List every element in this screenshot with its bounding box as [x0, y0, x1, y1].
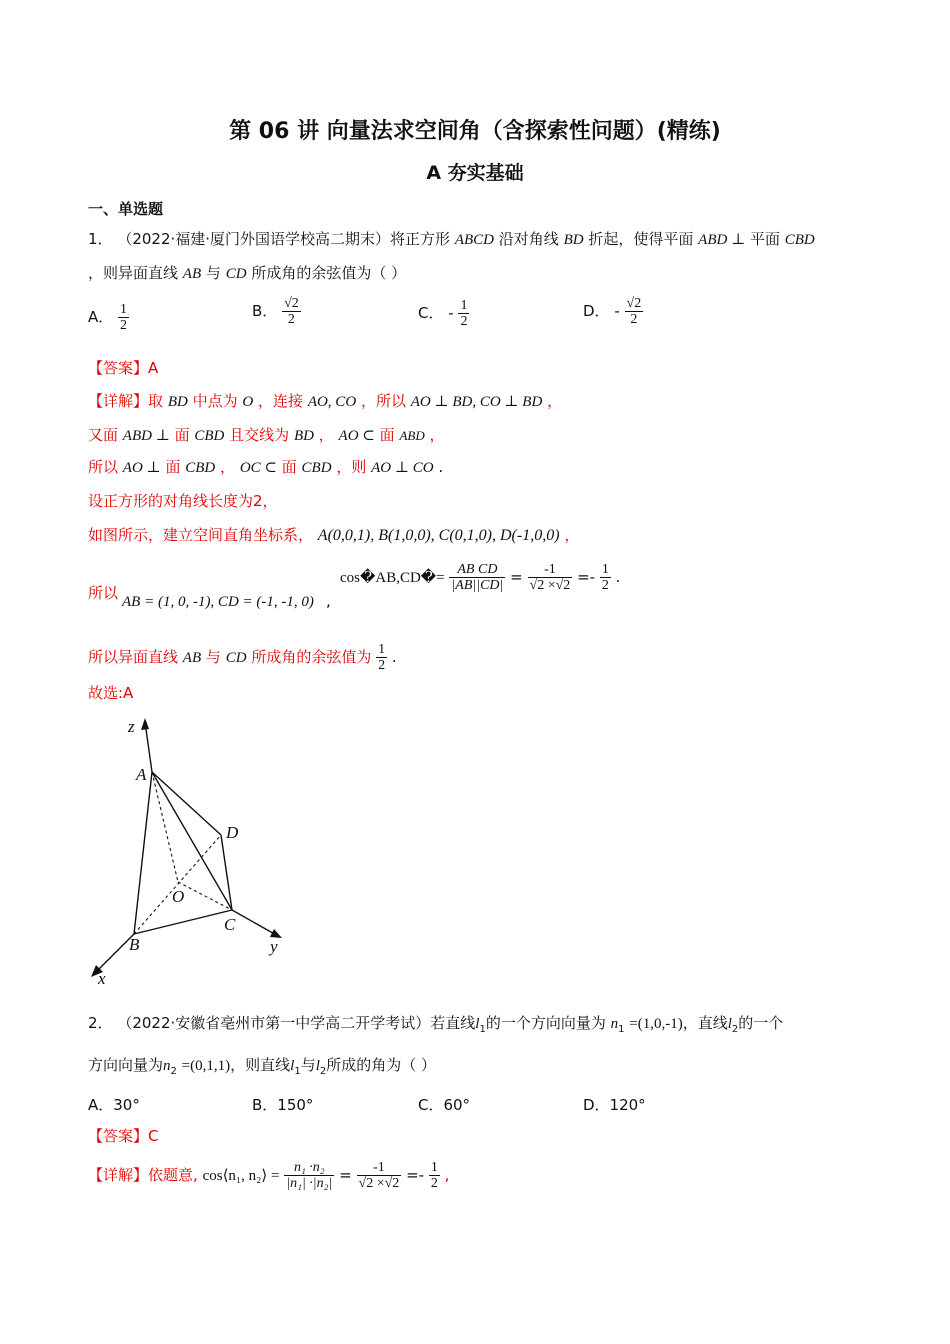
label-b: B	[129, 935, 140, 954]
text: 的一个方向向量为	[485, 1014, 606, 1032]
math: n	[610, 1016, 619, 1032]
text: ,	[444, 1166, 450, 1184]
label-c: C	[224, 915, 236, 934]
q1-detail-4: 设正方形的对角线长度为2，	[88, 492, 278, 510]
math: CD	[225, 650, 247, 666]
frac-den: 2	[120, 318, 128, 333]
text: ，直线	[682, 1014, 728, 1032]
q1-option-c	[418, 298, 469, 329]
text: ，	[547, 392, 563, 410]
q1-text: 与	[205, 264, 221, 282]
frac-den: √2 ×√2	[358, 1176, 400, 1191]
math: AO ⊥ CO	[371, 460, 434, 476]
math: cos�AB,CD�=	[340, 570, 445, 586]
q1-detail-7	[88, 642, 397, 673]
label-d: D	[226, 823, 239, 842]
q2-option-c: C．60°	[418, 1096, 471, 1114]
text: =-	[406, 1166, 425, 1184]
math: AO ⊥ BD, CO ⊥ BD	[410, 394, 543, 410]
frac-num: -1	[528, 562, 573, 578]
x-axis	[94, 934, 134, 974]
text: ，连接	[258, 392, 304, 410]
text: =-	[577, 568, 596, 586]
text: 面	[174, 426, 190, 444]
text: 所成角的余弦值为	[251, 648, 372, 666]
edge-ao-dashed	[152, 772, 178, 882]
frac-num: 1	[378, 642, 386, 657]
q1-detail-6-vectors: AB = (1, 0, -1), CD = (-1, -1, 0)	[122, 594, 314, 610]
edge-bc	[134, 910, 232, 934]
text: 所以	[88, 458, 119, 476]
text: 所成的角为（ ）	[326, 1056, 437, 1074]
math: CBD	[194, 428, 225, 444]
text: 取	[148, 392, 164, 410]
detail-tag: 【详解】	[88, 392, 149, 410]
page-subtitle: A 夯实基础	[426, 162, 524, 184]
math: n	[163, 1058, 171, 1074]
subscript: 1	[294, 1066, 301, 1077]
text: 面	[165, 458, 181, 476]
q2-detail	[88, 1160, 449, 1191]
frac-den: 2	[287, 312, 295, 327]
frac-den: 2	[601, 578, 609, 593]
math: AB	[182, 650, 202, 666]
math: AO ⊥	[122, 460, 161, 476]
frac-num: AB CD	[449, 562, 505, 578]
q1-cbd: CBD	[784, 232, 815, 248]
q1-number: 1．	[88, 230, 113, 248]
subscript: 1	[618, 1024, 625, 1035]
text: ，所以	[360, 392, 406, 410]
q2-option-b: B．150°	[252, 1096, 314, 1114]
frac-num: 1	[120, 302, 128, 317]
q1-answer: 【答案】A	[88, 359, 159, 377]
minus-sign: -	[614, 302, 620, 320]
frac-den: √2 ×√2	[529, 578, 571, 593]
q1-cos-formula	[340, 562, 620, 593]
math: BD	[167, 394, 188, 410]
frac-num: -1	[357, 1160, 402, 1176]
frac-den: 2	[378, 658, 386, 673]
math: l	[727, 1016, 732, 1032]
frac-den: |n₁| ·|n₂|	[286, 1176, 333, 1191]
q1-text: 平面	[749, 230, 780, 248]
q1-source: （2022·福建·厦门外国语学校高二期末）将正方形	[117, 230, 451, 248]
text: .	[391, 648, 397, 666]
q1-detail-8: 故选:A	[88, 684, 134, 702]
text: ，则直线	[230, 1056, 291, 1074]
comma: ,	[326, 592, 331, 610]
math: CBD	[185, 460, 216, 476]
q1-bd: BD	[563, 232, 584, 248]
text: ，则	[336, 458, 367, 476]
text: 面	[379, 426, 395, 444]
text: 中点为	[192, 392, 238, 410]
text: 与	[205, 648, 221, 666]
edge-dc	[221, 835, 232, 910]
q2-number: 2．	[88, 1014, 113, 1032]
option-letter: C．	[418, 304, 444, 322]
label-y: y	[270, 937, 278, 956]
math: ABD	[399, 428, 425, 443]
q1-abd: ABD ⊥	[698, 232, 746, 248]
frac-num: 1	[430, 1160, 438, 1175]
q1-detail-1	[88, 390, 562, 411]
q1-text: 沿对角线	[498, 230, 559, 248]
label-z: z	[128, 717, 135, 736]
page-title: 第 06 讲 向量法求空间角（含探索性问题）(精练)	[229, 119, 721, 144]
math: =(0,1,1)	[181, 1058, 231, 1074]
subscript: 2	[731, 1024, 739, 1035]
edge-ac	[152, 772, 232, 910]
math: l	[290, 1058, 295, 1074]
y-axis	[232, 910, 278, 936]
q1-option-a	[88, 302, 129, 333]
text: 方向向量为	[88, 1056, 164, 1074]
text: 又面	[88, 426, 119, 444]
frac-num: n₁ ·n₂	[284, 1160, 334, 1176]
math: ABD ⊥	[122, 428, 170, 444]
math: OC ⊂	[239, 460, 277, 476]
text: .	[615, 568, 621, 586]
detail-tag: 【详解】	[88, 1166, 149, 1184]
label-o: O	[172, 887, 185, 906]
option-letter: B．	[252, 302, 278, 320]
frac-num: 1	[460, 298, 468, 313]
edge-bd-dashed	[134, 835, 221, 934]
section-heading: 一、单选题	[88, 200, 164, 218]
q1-abcd: ABCD	[454, 232, 494, 248]
q2-option-d: D．120°	[583, 1096, 646, 1114]
text: 的一个	[738, 1014, 784, 1032]
q2-line1	[88, 1012, 783, 1035]
q2-line2	[88, 1054, 436, 1077]
text: .	[438, 458, 444, 476]
frac-num: √2	[284, 296, 299, 311]
option-letter: A．	[88, 308, 114, 326]
q1-detail-5	[88, 524, 579, 545]
coordinate-figure	[80, 712, 310, 992]
math: cos⟨n₁, n₂⟩ =	[202, 1168, 280, 1184]
text: 面	[281, 458, 297, 476]
q1-detail-3	[88, 456, 443, 477]
text: 如图所示，建立空间直角坐标系，	[88, 526, 314, 544]
math: BD	[293, 428, 314, 444]
frac-den: |AB||CD|	[451, 578, 504, 593]
math: AO, CO	[307, 394, 357, 410]
math: O	[242, 394, 254, 410]
q1-ab: AB	[182, 266, 202, 282]
text: =	[510, 568, 523, 586]
q1-line1	[88, 228, 815, 249]
q1-option-d	[583, 296, 643, 327]
q1-detail-6-label: 所以	[88, 584, 119, 602]
q1-option-b	[252, 296, 301, 327]
math: l	[315, 1058, 320, 1074]
label-x: x	[98, 969, 106, 988]
option-letter: D．	[583, 302, 610, 320]
frac-num: 1	[601, 562, 609, 577]
math: l	[475, 1016, 480, 1032]
text: 依题意,	[148, 1166, 198, 1184]
text: 所以异面直线	[88, 648, 179, 666]
frac-den: 2	[630, 312, 638, 327]
frac-num: √2	[626, 296, 642, 311]
q1-line2	[88, 262, 406, 283]
q2-source: （2022·安徽省亳州市第一中学高二开学考试）若直线	[117, 1014, 476, 1032]
q1-text: 折起，使得平面	[588, 230, 694, 248]
q1-text: 所成角的余弦值为（ ）	[251, 264, 407, 282]
q1-detail-2	[88, 424, 445, 445]
label-a: A	[136, 765, 147, 784]
text: ，	[429, 426, 445, 444]
text: ，	[318, 426, 334, 444]
text: 与	[300, 1056, 316, 1074]
minus-sign: -	[448, 304, 454, 322]
subscript: 2	[319, 1066, 327, 1077]
math: A(0,0,1), B(1,0,0), C(0,1,0), D(-1,0,0)	[317, 527, 560, 544]
frac-den: 2	[460, 314, 468, 329]
text: =	[339, 1166, 352, 1184]
text: ，	[564, 526, 580, 544]
subscript: 1	[479, 1024, 486, 1035]
z-arrow-icon	[141, 718, 149, 730]
edge-ab	[134, 772, 152, 934]
subscript: 2	[170, 1066, 177, 1077]
math: AO ⊂	[338, 428, 375, 444]
frac-den: 2	[430, 1176, 438, 1191]
q1-text: ，则异面直线	[88, 264, 179, 282]
q1-cd: CD	[225, 266, 247, 282]
text: ，	[220, 458, 236, 476]
math: CBD	[301, 460, 332, 476]
q2-option-a: A．30°	[88, 1096, 140, 1114]
q2-answer: 【答案】C	[88, 1127, 159, 1145]
math: =(1,0,-1)	[629, 1016, 683, 1032]
edge-ad	[152, 772, 221, 835]
text: 且交线为	[229, 426, 290, 444]
